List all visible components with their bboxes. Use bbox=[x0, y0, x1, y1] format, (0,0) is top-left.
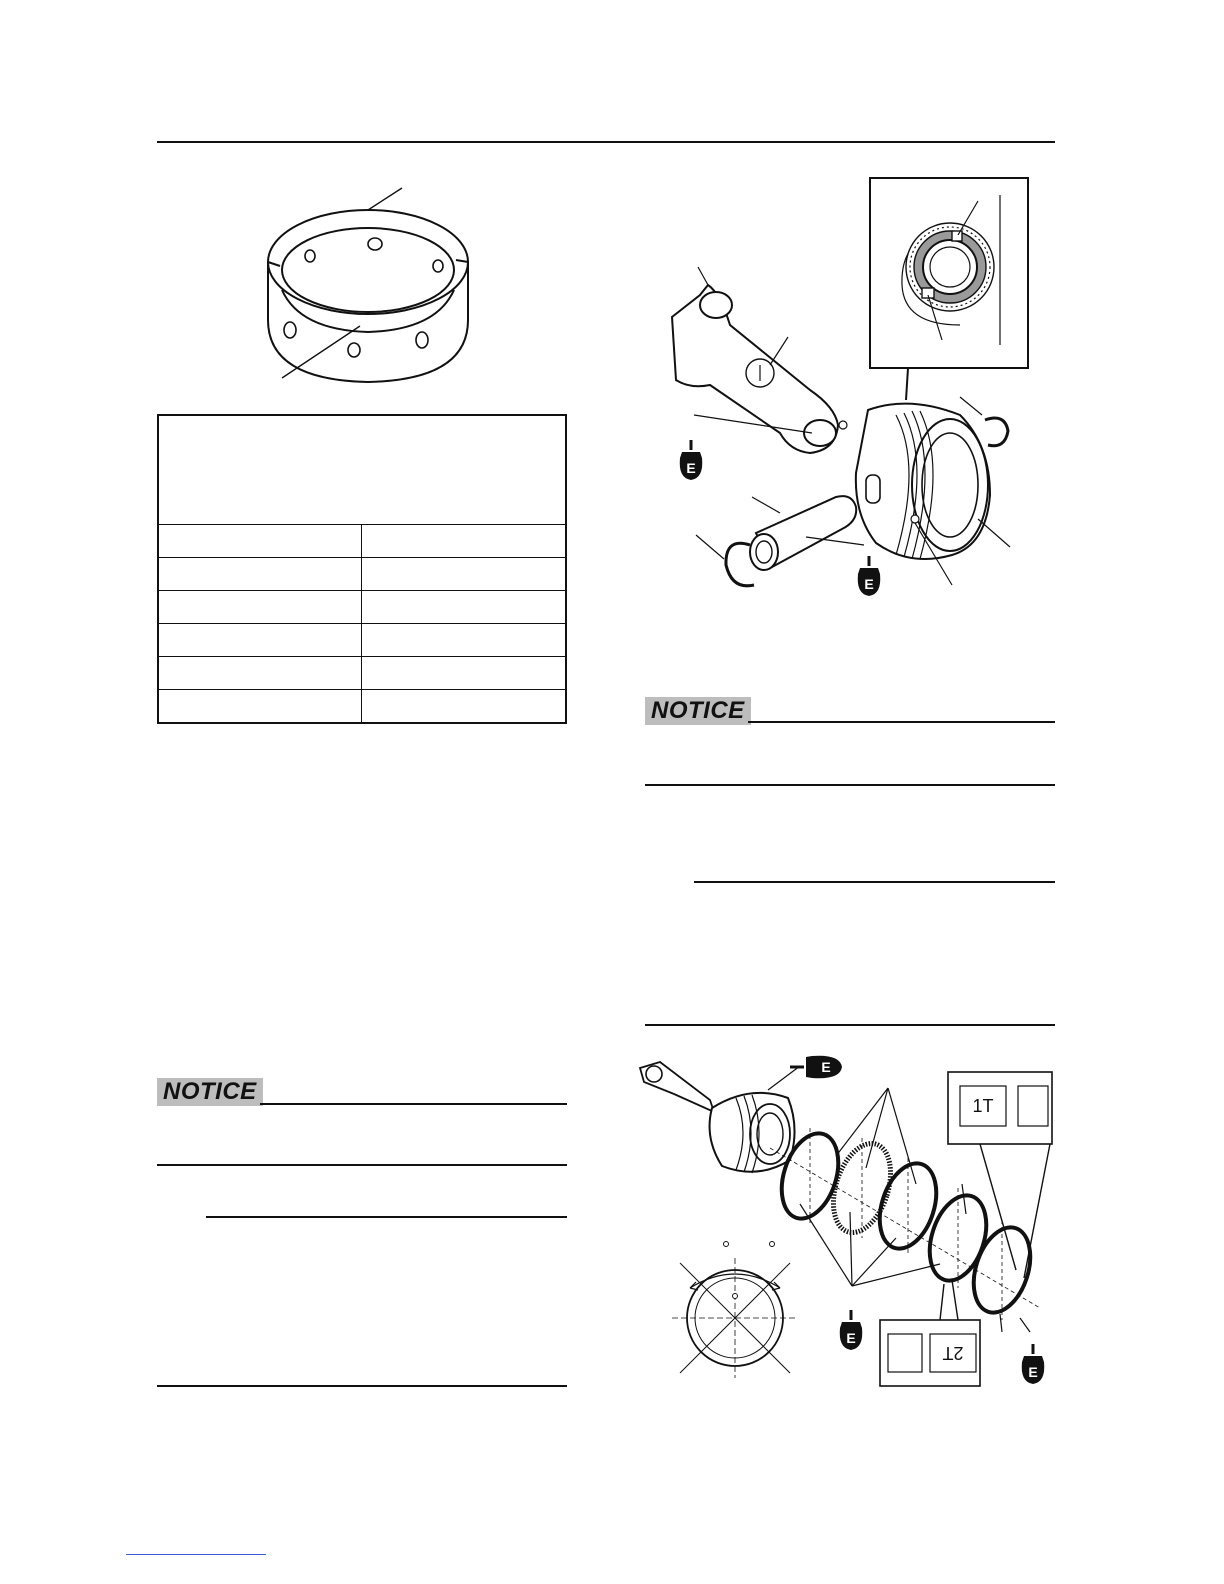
oil-icon bbox=[854, 556, 884, 598]
table-row bbox=[158, 690, 566, 724]
header-rule bbox=[157, 141, 1055, 143]
svg-text:E: E bbox=[864, 576, 874, 592]
svg-text:E: E bbox=[846, 1330, 856, 1346]
separator-rule-right-2 bbox=[694, 881, 1055, 883]
svg-text:E: E bbox=[1028, 1364, 1038, 1380]
oil-icon bbox=[1018, 1344, 1048, 1386]
svg-text:E: E bbox=[686, 460, 696, 476]
separator-rule-left-3 bbox=[157, 1385, 567, 1387]
oil-icon bbox=[790, 1052, 844, 1082]
oil-icon bbox=[676, 440, 706, 482]
piston-assembly-illustration bbox=[660, 175, 1040, 605]
table-row bbox=[158, 624, 566, 657]
separator-rule-right-3 bbox=[645, 1024, 1055, 1026]
table-row bbox=[158, 591, 566, 624]
ring-mark-2t: 2T bbox=[942, 1343, 964, 1363]
crankshaft-bearing-illustration bbox=[260, 180, 490, 390]
oil-icon bbox=[836, 1310, 866, 1352]
separator-rule-left-2 bbox=[206, 1216, 567, 1218]
table-row bbox=[158, 558, 566, 591]
separator-rule-right-1 bbox=[645, 784, 1055, 786]
table-row bbox=[158, 525, 566, 558]
separator-rule-left-1 bbox=[157, 1164, 567, 1166]
svg-text:E: E bbox=[821, 1059, 831, 1075]
notice-badge-right: NOTICE bbox=[645, 697, 751, 725]
notice-rule-right bbox=[748, 721, 1055, 723]
notice-badge-left: NOTICE bbox=[157, 1078, 263, 1106]
table-header-cell bbox=[158, 415, 566, 525]
ring-mark-1t: 1T bbox=[972, 1096, 994, 1116]
notice-rule-left bbox=[260, 1103, 567, 1105]
footer-link[interactable] bbox=[126, 1554, 266, 1555]
table-row bbox=[158, 657, 566, 690]
bearing-spec-table bbox=[157, 414, 567, 724]
